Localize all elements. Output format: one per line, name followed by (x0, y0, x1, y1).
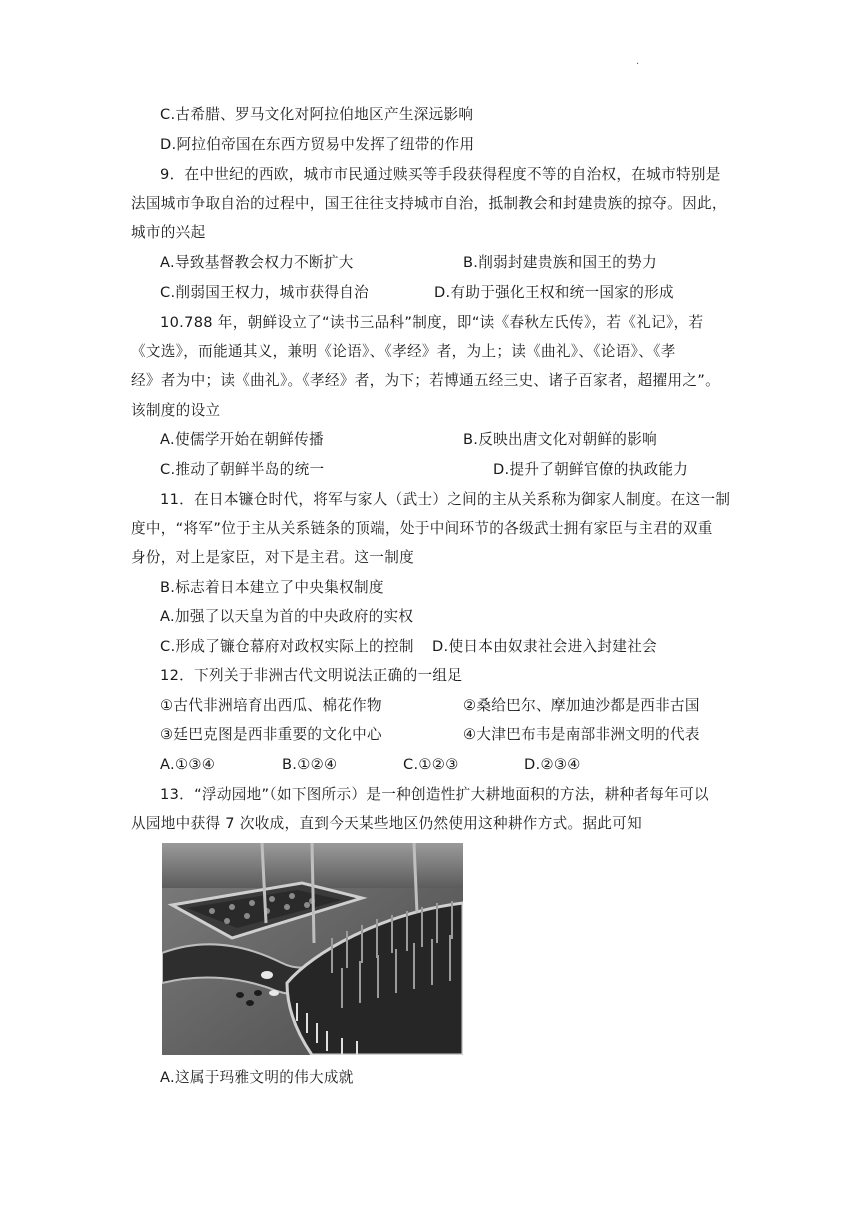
q12-option-d: D.②③④ (524, 756, 581, 773)
q12-stem: 12．下列关于非洲古代文明说法正确的一组足 (160, 667, 463, 684)
q9-stem-line-3: 城市的兴起 (131, 224, 206, 241)
q11-option-c: C.形成了镰仓幕府对政权实际上的控制 (160, 638, 414, 655)
q12-item-3: ③廷巴克图是西非重要的文化中心 (160, 726, 382, 743)
q12-item-2: ②桑给巴尔、摩加迪沙都是西非古国 (463, 697, 700, 714)
q8-option-c: C.古希腊、罗马文化对阿拉伯地区产生深远影响 (160, 106, 474, 123)
q9-stem-line-1: 9．在中世纪的西欧，城市市民通过赎买等手段获得程度不等的自治权，在城市特别是 (160, 166, 721, 183)
q13-stem-line-1: 13．“浮动园地”（如下图所示）是一种创造性扩大耕地面积的方法，耕种者每年可以 (160, 786, 709, 803)
q11-stem-line-1: 11．在日本镰仓时代，将军与家人（武士）之间的主从关系称为御家人制度。在这一制 (160, 491, 731, 508)
q12-item-1: ①古代非洲培育出西瓜、棉花作物 (160, 697, 382, 714)
q12-item-4: ④大津巴布韦是南部非洲文明的代表 (463, 726, 700, 743)
q11-option-a: A.加强了以天皇为首的中央政府的实权 (160, 608, 414, 625)
q11-stem-line-3: 身份，对上是家臣，对下是主君。这一制度 (131, 549, 414, 566)
floating-garden-photo (162, 843, 463, 1055)
q11-stem-line-2: 度中，“将军”位于主从关系链条的顶端，处于中间环节的各级武士拥有家臣与主君的双重 (131, 520, 713, 537)
q12-option-b: B.①②④ (282, 756, 338, 773)
q9-option-b: B.削弱封建贵族和国王的势力 (463, 254, 657, 271)
q9-option-d: D.有助于强化王权和统一国家的形成 (434, 284, 674, 301)
q9-stem-line-2: 法国城市争取自治的过程中，国王往往支持城市自治，抵制教会和封建贵族的掠夺。因此， (131, 195, 727, 212)
q13-stem-line-2: 从园地中获得 7 次收成，直到今天某些地区仍然使用这种耕作方式。据此可知 (131, 815, 642, 832)
q10-option-c: C.推动了朝鲜半岛的统一 (160, 461, 325, 478)
q11-option-d: D.使日本由奴隶社会进入封建社会 (432, 638, 657, 655)
q10-stem-line-4: 该制度的设立 (131, 402, 221, 419)
q10-option-b: B.反映出唐文化对朝鲜的影响 (463, 431, 657, 448)
header-mark: . (636, 56, 640, 67)
q12-option-a: A.①③④ (160, 756, 216, 773)
q10-option-d: D.提升了朝鲜官僚的执政能力 (493, 461, 689, 478)
q9-option-a: A.导致基督教会权力不断扩大 (160, 254, 354, 271)
q10-option-a: A.使儒学开始在朝鲜传播 (160, 431, 324, 448)
q10-stem-line-1: 10.788 年，朝鲜设立了“读书三品科”制度，即“读《春秋左氏传》，若《礼记》，若 (160, 314, 704, 331)
q10-stem-line-2: 《文选》，而能通其义，兼明《论语》、《孝经》者，为上；读《曲礼》、《论语》、《孝 (131, 343, 676, 360)
q9-option-c: C.削弱国王权力，城市获得自治 (160, 284, 370, 301)
q10-stem-line-3: 经》者为中；读《曲礼》。《孝经》者，为下；若博通五经三史、诸子百家者，超擢用之”。 (131, 372, 721, 389)
q8-option-d: D.阿拉伯帝国在东西方贸易中发挥了纽带的作用 (160, 136, 475, 153)
q13-option-a: A.这属于玛雅文明的伟大成就 (160, 1069, 354, 1086)
q11-option-b: B.标志着日本建立了中央集权制度 (160, 579, 384, 596)
q12-option-c: C.①②③ (403, 756, 459, 773)
